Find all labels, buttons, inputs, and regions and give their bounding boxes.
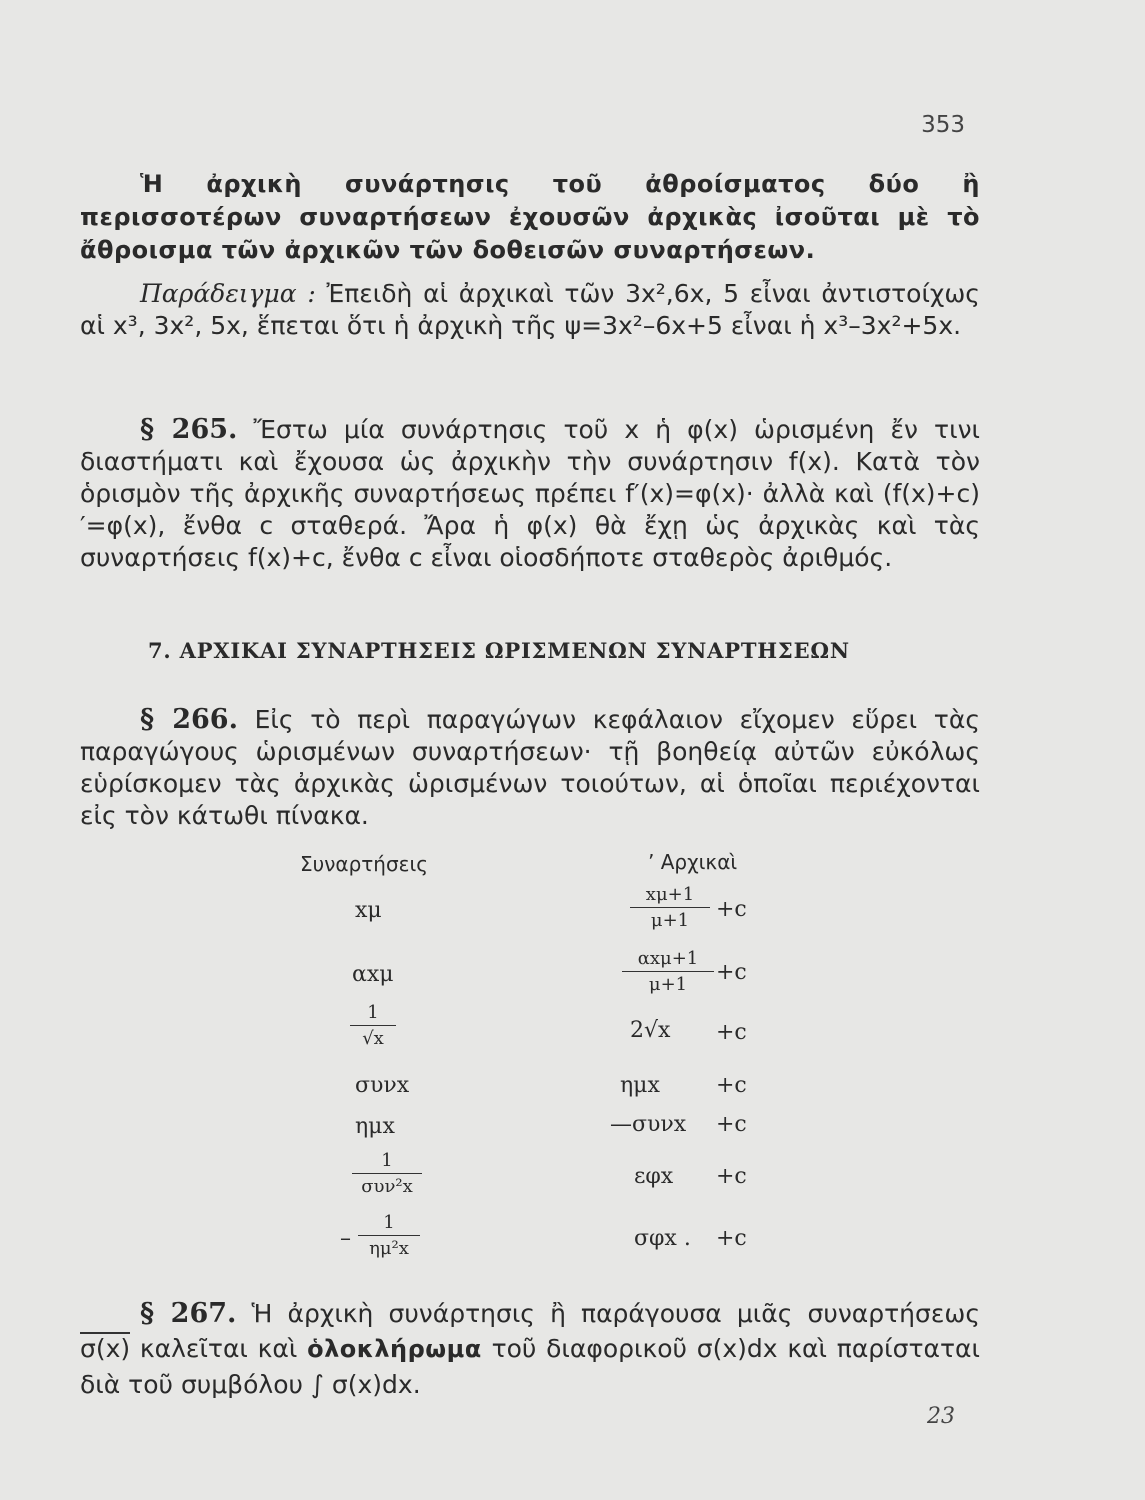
chapter-heading: 7. ΑΡΧΙΚΑΙ ΣΥΝΑΡΤΗΣΕΙΣ ΩΡΙΣΜΕΝΩΝ ΣΥΝΑΡΤΗΣΕΩΝ (148, 638, 850, 663)
table-row-3-plus-c: +c (716, 1020, 747, 1045)
section-265-label: § 265. (140, 414, 238, 445)
section-267-mid: καλεῖται καὶ (139, 1334, 298, 1363)
table-row-5-primitive: —συνx (610, 1112, 687, 1137)
table-row-6-function: 1 συν²x (352, 1150, 422, 1197)
example-label: Παράδειγμα : (140, 279, 316, 308)
section-267-post: τοῦ διαφορικοῦ σ(x)dx καὶ παρίσταται διὰ τοῦ συμβόλου ∫ σ(x)dx. (80, 1334, 980, 1399)
section-267-label: § 267. (140, 1298, 237, 1329)
table-row-7-function: 1 ημ²x (358, 1212, 420, 1259)
table-row-4-primitive: ημx (620, 1073, 660, 1098)
table-row-3-function: 1 √x (350, 1002, 396, 1049)
table-row-6-plus-c: +c (716, 1164, 747, 1189)
section-267-pre: Ἡ ἀρχικὴ συνάρτησις ἢ παράγουσα μιᾶς συναρτήσεως (251, 1299, 980, 1328)
section-265 (80, 414, 980, 574)
table-row-5-function: ημx (355, 1114, 395, 1139)
section-266 (80, 704, 980, 832)
table-row-1-function: xμ (355, 898, 382, 923)
table-row-4-plus-c: +c (716, 1073, 747, 1098)
table-row-4-function: συνx (355, 1073, 410, 1098)
table-row-7-plus-c: +c (716, 1226, 747, 1251)
table-row-1-plus-c: +c (716, 897, 747, 922)
signature-number: 23 (927, 1404, 955, 1429)
col-header-functions: Συναρτήσεις (300, 852, 428, 876)
col-header-primitives: ’ Αρχικαὶ (648, 850, 738, 874)
section-267-bold-term: ὁλοκλήρωμα (307, 1335, 482, 1363)
table-row-5-plus-c: +c (716, 1112, 747, 1137)
table-row-2-plus-c: +c (716, 960, 747, 985)
theorem-text: Ἡ ἀρχικὴ συνάρτησις τοῦ ἀθροίσματος δύο ἢ περισσοτέρων συναρτήσεων ἐχουσῶν ἀρχικὰς ἰσοῦται μὲ τὸ ἄθροισμα τῶν ἀρχικῶν τῶν δοθεισῶν συναρτήσεων. (80, 170, 980, 264)
table-row-2-function: αxμ (352, 962, 394, 987)
table-row-1-primitive: xμ+1 μ+1 (630, 884, 710, 931)
example-paragraph (80, 278, 980, 342)
section-265-text: Ἔστω μία συνάρτησις τοῦ x ἡ φ(x) ὡρισμένη ἔν τινι διαστήματι καὶ ἔχουσα ὡς ἀρχικὴν τὴν συνάρτησιν f(x). Κατὰ τὸν ὁρισμὸν τῆς ἀρχικῆς συναρτήσεως πρέπει f′(x)=φ(x)· ἀλλὰ καὶ (f(x)+c)′=φ(x), ἔνθα c σταθερά. Ἄρα ἡ φ(x) θὰ ἔχῃ ὡς ἀρχικὰς καὶ τὰς συναρτήσεις f(x)+c, ἔνθα c εἶναι οἱοσδήποτε σταθερὸς ἀριθμός. (80, 415, 980, 572)
section-266-text: Εἰς τὸ περὶ παραγώγων κεφάλαιον εἴχομεν εὕρει τὰς παραγώγους ὡρισμένων συναρτήσεων· τῇ βοηθείᾳ αὐτῶν εὐκόλως εὑρίσκομεν τὰς ἀρχικὰς ὡρισμένων τοιούτων, αἱ ὁποῖαι περιέχονται εἰς τὸν κάτωθι πίνακα. (80, 705, 980, 830)
table-row-7-primitive: σφx . (634, 1226, 691, 1251)
table-row-7-sign: – (340, 1226, 351, 1251)
page-number: 353 (921, 112, 965, 138)
section-267 (80, 1296, 980, 1402)
table-row-3-primitive: 2√x (630, 1018, 671, 1043)
section-267-sigma: σ(x) (80, 1334, 131, 1363)
section-266-label: § 266. (140, 704, 238, 735)
table-row-2-primitive: αxμ+1 μ+1 (622, 948, 714, 995)
theorem-paragraph (80, 168, 980, 267)
example-text: Ἐπειδὴ αἱ ἀρχικαὶ τῶν 3x²,6x, 5 εἶναι ἀντιστοίχως αἱ x³, 3x², 5x, ἕπεται ὅτι ἡ ἀρχικὴ τῆς ψ=3x²–6x+5 εἶναι ἡ x³–3x²+5x. (80, 279, 980, 340)
table-row-6-primitive: εφx (634, 1164, 674, 1189)
